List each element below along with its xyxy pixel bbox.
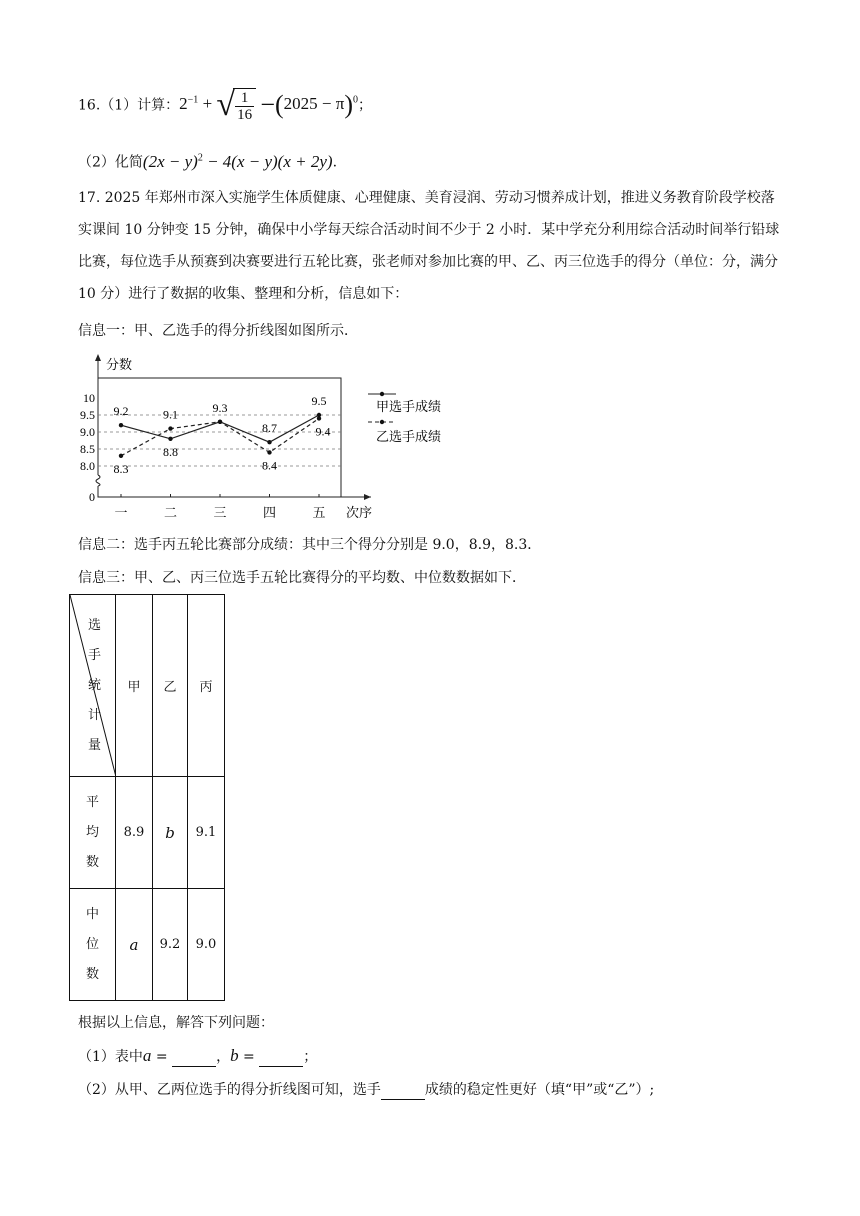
q17-info3: 信息三：甲、乙、丙三位选手五轮比赛得分的平均数、中位数数据如下．: [78, 570, 526, 586]
q17-intro: 17. 2025 年郑州市深入实施学生体质健康、心理健康、美育浸润、劳动习惯养成计划，推进义务教育阶段学校落实课间 10 分钟变 15 分钟，确保中小学每天综合活动时间不少于 2 小时．某中学充分利用综合活动时间举行铅球比赛，每位选手从预赛到决赛要进行五轮比赛，张老师对参加比赛的甲、乙、丙三位选手的得分（单位：分，满分 10 分）进行了数据的收集、整理和分析，信息如下：: [78, 190, 780, 302]
row-label-char: 数: [85, 966, 99, 982]
corner-char: 计: [87, 707, 101, 723]
q16-simplify-exp: 2: [197, 152, 203, 163]
median-yi: 9.2: [153, 889, 188, 1001]
q16-simplify-expr: [143, 152, 333, 171]
q16-exponent: −1: [187, 94, 199, 106]
series-line-yi: [121, 418, 319, 455]
q16-fraction: [235, 90, 254, 123]
data-point: [119, 454, 123, 458]
row-label-mean: [70, 777, 116, 889]
data-label: 8.3: [113, 461, 129, 476]
sub1-eq: =: [151, 1049, 173, 1065]
corner-char: 量: [87, 737, 101, 753]
plot-frame: [98, 378, 341, 497]
answer-blank-a[interactable]: [172, 1052, 216, 1067]
data-label: 9.3: [212, 400, 228, 415]
score-line-chart: [76, 350, 456, 528]
sub2-end: 成绩的稳定性更好（填“甲”或“乙”）;: [424, 1082, 655, 1098]
y-tick-label: 8.0: [80, 459, 95, 473]
q17-sub1: [78, 1046, 317, 1067]
sub1-a: a: [142, 1046, 152, 1065]
sub2-text: （2）从甲、乙两位选手的得分折线图可知，选手: [78, 1082, 381, 1098]
x-tick-label: 二: [163, 505, 178, 520]
stats-table: [69, 594, 225, 1001]
row-label-char: 数: [85, 854, 99, 870]
data-point: [119, 423, 123, 427]
q16-minus-open: −(: [260, 90, 284, 120]
legend-point-jia: [380, 392, 384, 396]
data-label: 9.1: [163, 407, 178, 422]
x-tick-label: 四: [262, 505, 277, 520]
sub1-b: b: [230, 1046, 239, 1065]
q16-frac-den: 16: [237, 107, 253, 123]
data-label: 8.7: [262, 421, 277, 436]
q16-exp0: 0: [353, 94, 358, 106]
sub1-sep: ，: [216, 1049, 231, 1065]
sqrt-symbol: √: [216, 86, 236, 124]
x-tick-label: 五: [312, 505, 326, 520]
q16-sqrt: [233, 88, 256, 123]
median-jia: a: [116, 889, 153, 1001]
q17-info1: 信息一：甲、乙选手的得分折线图如图所示．: [78, 323, 358, 339]
corner-char: 统: [87, 677, 101, 693]
q16-year-expr: 2025 − π: [283, 94, 345, 114]
row-label-char: 平: [85, 794, 99, 810]
data-label: 8.8: [163, 444, 178, 459]
row-label-char: 位: [85, 936, 99, 952]
corner-label: [74, 611, 115, 761]
q16-frac-num: 1: [235, 90, 254, 107]
data-point: [218, 420, 222, 424]
q16-simplify-b: − 4(x − y)(x + 2y): [202, 151, 333, 171]
y-tick-label: 9.0: [80, 425, 95, 439]
data-point: [267, 450, 271, 454]
median-bing: 9.0: [188, 889, 225, 1001]
sub1-prefix: （1）表中: [78, 1049, 143, 1065]
data-point: [317, 416, 321, 420]
q16-end: ；: [358, 97, 372, 114]
q17-sub2: [78, 1080, 654, 1100]
x-tick-label: 三: [213, 505, 227, 520]
corner-char: 选: [87, 617, 101, 633]
x-tick-label: 一: [114, 505, 128, 520]
data-label: 9.4: [315, 424, 331, 439]
answer-blank-stability[interactable]: [381, 1085, 425, 1100]
mean-bing: 9.1: [188, 777, 225, 889]
q16-part2-prefix: （2）化简: [78, 154, 143, 171]
row-label-char: 均: [85, 824, 99, 840]
q16-part2: [78, 148, 337, 173]
x-axis-label: 次序: [346, 505, 373, 520]
x-axis-arrow: [364, 494, 371, 500]
y-axis-label: 分数: [106, 357, 133, 372]
data-point: [267, 440, 271, 444]
data-label: 8.4: [262, 458, 277, 473]
mean-jia: 8.9: [116, 777, 153, 889]
mean-yi: b: [153, 777, 188, 889]
y-tick-label: 9.5: [80, 408, 95, 422]
y-tick-label: 0: [89, 490, 95, 504]
q16-plus: +: [202, 94, 213, 114]
corner-char: 手: [87, 647, 101, 663]
data-point: [168, 437, 172, 441]
header-jia: 甲: [116, 595, 153, 777]
sub1-end: ；: [303, 1049, 318, 1065]
legend-label-jia: 甲选手成绩: [376, 399, 442, 414]
row-label-char: 中: [85, 906, 99, 922]
y-tick-label: 10: [83, 391, 95, 405]
q16-expression: [179, 86, 358, 124]
data-point: [168, 426, 172, 430]
y-tick-label: 8.5: [80, 442, 95, 456]
header-yi: 乙: [153, 595, 188, 777]
answer-blank-b[interactable]: [259, 1052, 303, 1067]
data-label: 9.5: [311, 394, 327, 408]
q16-part1: [78, 88, 372, 123]
data-label: 9.2: [113, 404, 129, 419]
table-corner-cell: [70, 595, 116, 777]
q16-close: ): [344, 90, 353, 120]
q16-simplify-end: .: [332, 154, 338, 171]
y-axis-arrow: [95, 354, 101, 361]
q17-after: 根据以上信息，解答下列问题：: [78, 1015, 274, 1031]
q17-info2: 信息二：选手丙五轮比赛部分成绩：其中三个得分分别是 9.0，8.9，8.3．: [78, 537, 542, 553]
legend-label-yi: 乙选手成绩: [376, 429, 442, 444]
header-bing: 丙: [188, 595, 225, 777]
q16-part1-prefix: 16.（1）计算：: [78, 97, 180, 114]
sub1-eq: =: [238, 1049, 260, 1065]
q16-simplify-a: (2x − y): [142, 151, 198, 171]
q16-base: 2: [179, 94, 188, 114]
legend-point-yi: [380, 420, 384, 424]
row-label-median: [70, 889, 116, 1001]
